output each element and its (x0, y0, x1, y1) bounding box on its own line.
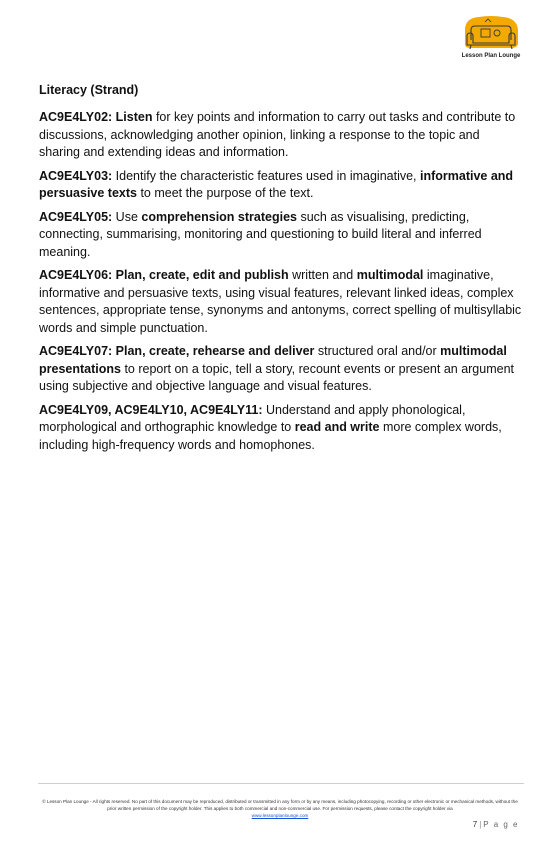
body-text: such as visualising, predicting, connecting, summarising, monitoring and questioning to build literal and inferred meaning. (39, 209, 482, 259)
outcome-paragraph (39, 209, 523, 262)
outcome-paragraph (39, 168, 523, 203)
body-text: written and (288, 268, 357, 282)
bold-text: comprehension strategies (141, 209, 297, 224)
bold-text: Plan, create, edit and publish (115, 268, 289, 282)
sofa-logo-icon (457, 14, 525, 54)
bold-text: AC9E4LY05: (39, 209, 116, 224)
body-text: structured oral and/or (314, 344, 441, 358)
bold-text: multimodal presentations (39, 344, 507, 376)
body-text: Use (115, 209, 142, 224)
document-content (39, 82, 523, 460)
page-number: 7 | P a g e (472, 820, 519, 829)
section-heading: Literacy (Strand) (39, 83, 139, 97)
outcome-paragraph (39, 343, 523, 396)
outcome-list (39, 109, 523, 454)
body-text: imaginative, informative and persuasive texts, using visual features, relevant linked ideas, complex sentences, appropriate tense, synonyms and antonyms, correct spelling of multisyllabic words and simple punctuation. (39, 268, 522, 335)
body-text: Identify the characteristic features used in imaginative, (115, 168, 420, 183)
bold-text: read and write (294, 420, 380, 434)
logo-text: Lesson Plan Lounge (461, 53, 521, 59)
outcome-paragraph (39, 267, 523, 337)
body-text: to meet the purpose of the text. (136, 186, 314, 200)
page-label: P a g e (483, 820, 519, 829)
footer-copyright (40, 798, 520, 819)
copyright-text: © Lesson Plan Lounge - All rights reserved. No part of this document may be reproduced, distributed or transmitted in any form or by any means, including photocopying, recording or other electronic or mechanical methods, without the prior written permission of the copyright holder. This applies to both commercial and non-commercial use. For permission requests, please contact the copyright holder via (42, 799, 518, 811)
body-text: for key points and information to carry out tasks and contribute to discussions, acknowledging another opinion, linking a response to the topic and sharing and extending ideas and information. (39, 110, 516, 159)
bold-text: AC9E4LY03: (39, 168, 116, 183)
body-text: to report on a topic, tell a story, recount events or present an argument using subjective and objective language and visual features. (39, 361, 515, 393)
body-text: more complex words, including high-frequency words and homophones. (39, 420, 502, 452)
bold-text: Plan, create, rehearse and deliver (115, 344, 315, 358)
outcome-paragraph (39, 402, 523, 455)
bold-text: AC9E4LY07: (39, 344, 116, 358)
logo (457, 14, 525, 66)
page-number-value: 7 (472, 820, 478, 829)
outcome-paragraph (39, 109, 523, 162)
bold-text: Listen (115, 110, 153, 124)
bold-text: AC9E4LY09, AC9E4LY10, AC9E4LY11: (39, 402, 266, 417)
website-link[interactable]: www.lessonplanlounge.com (251, 813, 309, 818)
bold-text: AC9E4LY06: (39, 268, 116, 282)
bold-text: AC9E4LY02: (39, 110, 116, 124)
bold-text: informative and persuasive texts (39, 168, 514, 200)
body-text: Understand and apply phonological, morphological and orthographic knowledge to (39, 402, 466, 434)
footer-divider (38, 783, 524, 784)
bold-text: multimodal (356, 268, 424, 282)
